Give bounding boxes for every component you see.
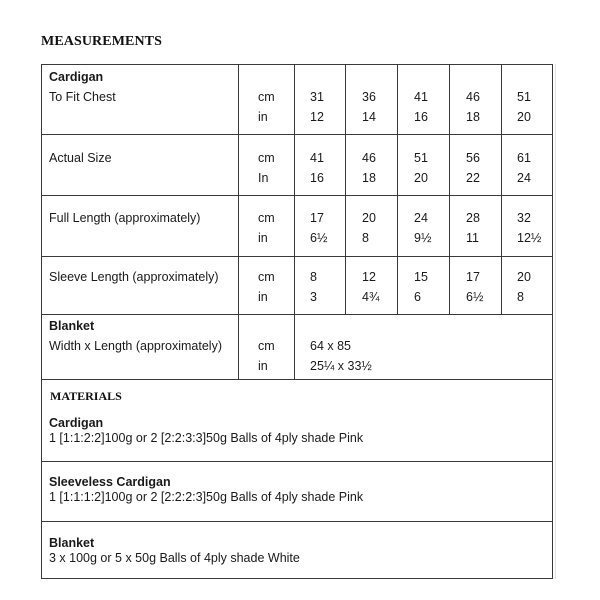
- value-cell: 41: [414, 90, 428, 104]
- value-cell: 14: [362, 110, 376, 124]
- value-cell: 31: [310, 90, 324, 104]
- unit-cm: cm: [258, 151, 275, 165]
- value-cell: 28: [466, 211, 480, 225]
- value-cell: 16: [310, 171, 324, 185]
- value-cell: 32: [517, 211, 531, 225]
- unit-in: in: [258, 231, 268, 245]
- material-text: 1 [1:1:2:2]100g or 2 [2:2:3:3]50g Balls of 4ply shade Pink: [49, 431, 364, 445]
- row-label: Actual Size: [49, 151, 112, 165]
- blanket-size-cm: 64 x 85: [310, 339, 352, 353]
- column-divider: [501, 64, 502, 314]
- column-divider: [345, 64, 346, 314]
- value-cell: 15: [414, 270, 428, 284]
- value-cell: 6½: [466, 290, 484, 304]
- value-cell: 20: [362, 211, 376, 225]
- value-cell: 46: [466, 90, 480, 104]
- value-cell: 51: [414, 151, 428, 165]
- material-title: Sleeveless Cardigan: [49, 475, 171, 489]
- cardigan-title: Cardigan: [49, 70, 104, 84]
- unit-cm: cm: [258, 339, 275, 353]
- value-cell: 3: [310, 290, 317, 304]
- column-divider: [449, 64, 450, 314]
- blanket-title: Blanket: [49, 319, 95, 333]
- value-cell: 61: [517, 151, 531, 165]
- value-cell: 20: [517, 270, 531, 284]
- value-cell: 17: [466, 270, 480, 284]
- row-label: Width x Length (approximately): [49, 339, 222, 353]
- unit-in: In: [258, 171, 269, 185]
- value-cell: 16: [414, 110, 428, 124]
- row-divider: [41, 195, 553, 196]
- value-cell: 20: [414, 171, 428, 185]
- value-cell: 51: [517, 90, 531, 104]
- table-edge-shadow: [555, 64, 556, 579]
- value-cell: 46: [362, 151, 376, 165]
- unit-cm: cm: [258, 270, 275, 284]
- value-cell: 12½: [517, 231, 542, 245]
- value-cell: 56: [466, 151, 480, 165]
- value-cell: 24: [517, 171, 531, 185]
- value-cell: 22: [466, 171, 480, 185]
- value-cell: 9½: [414, 231, 432, 245]
- material-text: 1 [1:1:1:2]100g or 2 [2:2:2:3]50g Balls of 4ply shade Pink: [49, 490, 364, 504]
- value-cell: 20: [517, 110, 531, 124]
- column-divider: [238, 64, 239, 379]
- value-cell: 4¾: [362, 290, 380, 304]
- value-cell: 8: [310, 270, 317, 284]
- unit-in: in: [258, 290, 268, 304]
- row-divider: [41, 134, 553, 135]
- row-divider: [41, 314, 553, 315]
- row-label: To Fit Chest: [49, 90, 116, 104]
- value-cell: 6½: [310, 231, 328, 245]
- unit-in: in: [258, 359, 268, 373]
- row-label: Full Length (approximately): [49, 211, 201, 225]
- value-cell: 8: [362, 231, 369, 245]
- value-cell: 41: [310, 151, 324, 165]
- column-divider: [294, 64, 295, 379]
- value-cell: 24: [414, 211, 428, 225]
- unit-cm: cm: [258, 211, 275, 225]
- material-title: Blanket: [49, 536, 95, 550]
- measurements-heading: MEASUREMENTS: [41, 34, 162, 49]
- row-divider: [41, 461, 553, 462]
- material-title: Cardigan: [49, 416, 104, 430]
- unit-cm: cm: [258, 90, 275, 104]
- value-cell: 18: [466, 110, 480, 124]
- value-cell: 17: [310, 211, 324, 225]
- column-divider: [397, 64, 398, 314]
- value-cell: 18: [362, 171, 376, 185]
- value-cell: 36: [362, 90, 376, 104]
- materials-heading: MATERIALS: [50, 389, 122, 403]
- value-cell: 6: [414, 290, 421, 304]
- value-cell: 12: [362, 270, 376, 284]
- unit-in: in: [258, 110, 268, 124]
- value-cell: 11: [466, 231, 479, 245]
- row-divider: [41, 256, 553, 257]
- value-cell: 8: [517, 290, 524, 304]
- row-label: Sleeve Length (approximately): [49, 270, 219, 284]
- material-text: 3 x 100g or 5 x 50g Balls of 4ply shade White: [49, 551, 300, 565]
- value-cell: 12: [310, 110, 324, 124]
- row-divider: [41, 521, 553, 522]
- row-divider: [41, 379, 553, 380]
- blanket-size-in: 25¼ x 33½: [310, 359, 372, 373]
